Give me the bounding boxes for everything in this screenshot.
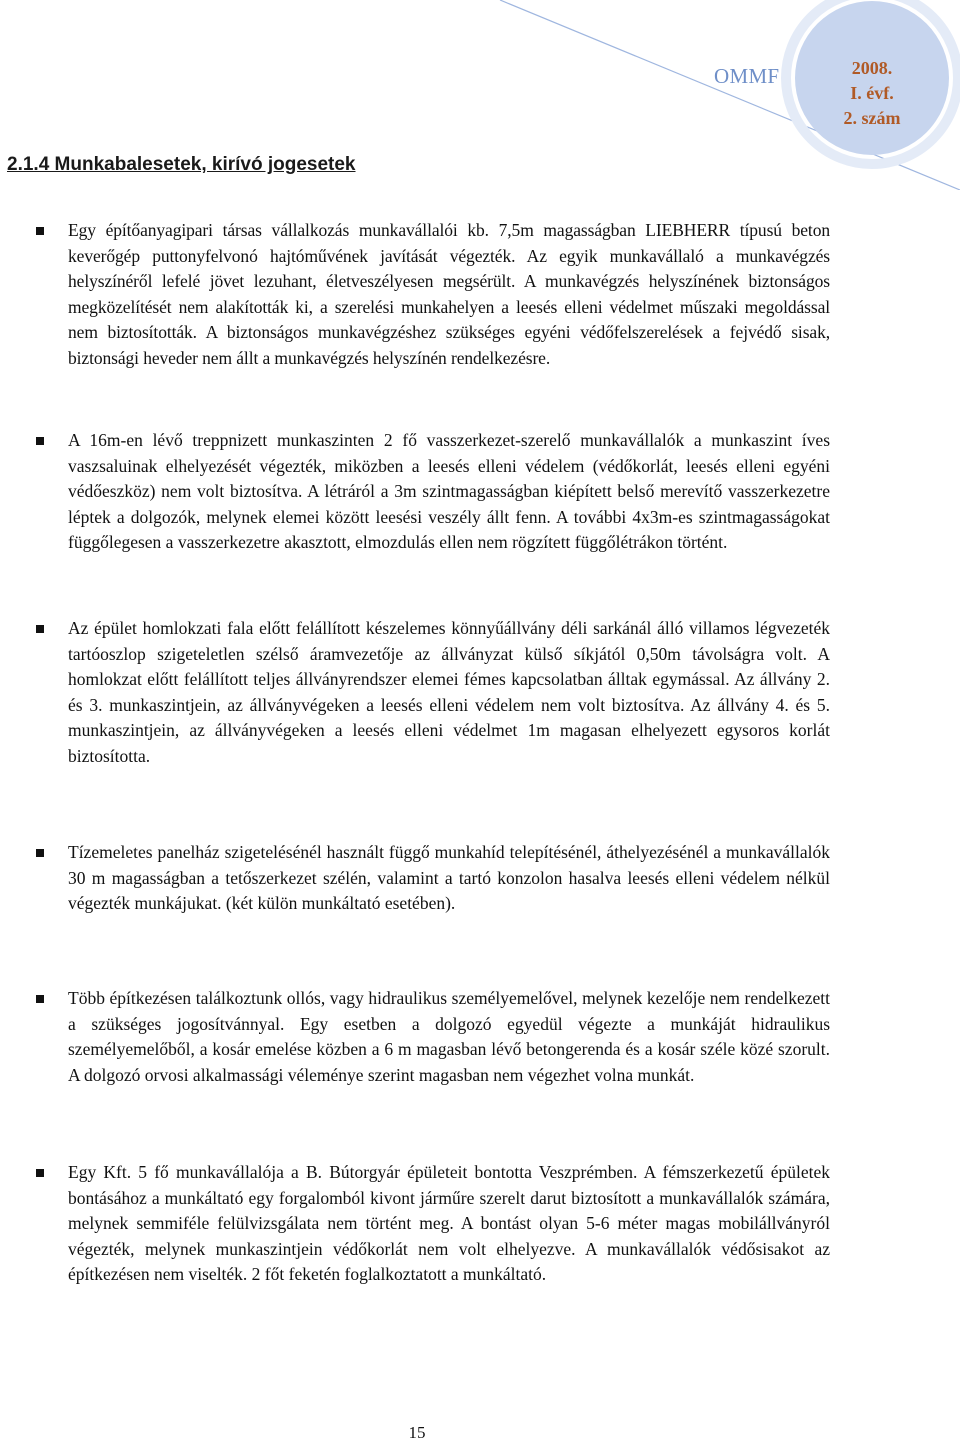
list-item-text: Több építkezésen találkoztunk ollós, vagy hidraulikus személyemelővel, melynek kezelője nem rendelkezett a szükséges jogosítvánnyal. Egy esetben a dolgozó egyedül végezte a munkáját hidraulikus személyemelőből, a kosár emelése közben a 6 m magasban lévő betongerenda és a kosár széle közé szorult. A dolgozó orvosi alkalmassági véleménye szerint magasban nem végezhet volna munkát. — [68, 988, 830, 1085]
bullet-icon — [36, 1169, 44, 1177]
bullet-icon — [36, 437, 44, 445]
list-item-text: Tízemeletes panelház szigetelésénél használt függő munkahíd telepítésénél, áthelyezésénél a munkavállalók 30 m magasságban a tetőszerkezet szélén, valamint a tartó konzolon hasalva leesés elleni védelem nélkül végezték munkájukat. (két külön munkáltató esetében). — [68, 842, 830, 913]
list-item-text: A 16m-en lévő treppnizett munkaszinten 2 fő vasszerkezet-szerelő munkavállalók a munkaszint íves vaszsaluinak elhelyezését végezték, miközben a leesés elleni védelem (védőkorlát, leesés elleni egyéni védőeszköz) nem volt biztosítva. A létráról a 3m szintmagasságban kiépített belső merevítő vasszerkezetre léptek a dolgozók, melynek elemei között leesési veszély állt fenn. A további 4x3m-es szintmagasságokat függőlegesen a vasszerkezetre akasztott, elmozdulás ellen nem rögzített függőlétrákon történt. — [68, 430, 830, 552]
list-item-text: Egy építőanyagipari társas vállalkozás munkavállalói kb. 7,5m magasságban LIEBHERR típusú beton keverőgép puttonyfelvonó hajtóművének javítását végezték. Az egyik munkavállaló a munkavégzés helyszínéről lefelé jövet lezuhant, életveszélyesen megsérült. A munkavégzés helyszínének biztonságos megközelítését nem alakították ki, a szerelési munkahelyen a leesés elleni védelmet műszaki megoldással nem biztosították. A biztonságos munkavégzéshez szükséges egyéni védőfelszerelések a fejvédő sisak, biztonsági heveder nem állt a munkavégzés helyszínén rendelkezésre. — [68, 220, 830, 368]
issue-year: 2008. — [851, 58, 893, 78]
page-number: 15 — [408, 1423, 426, 1442]
issue-number: 2. szám — [843, 108, 901, 128]
bullet-icon — [36, 849, 44, 857]
organization-label: OMMF — [714, 64, 780, 88]
bullet-icon — [36, 227, 44, 235]
issue-info — [822, 56, 922, 131]
list-item-text: Az épület homlokzati fala előtt felállított készelemes könnyűállvány déli sarkánál álló villamos légvezeték tartóoszlop szigeteletlen szélső áramvezetője az állványzat külső síkjától 0,50m távolságra volt. A homlokzat előtt felállított teljes állványrendszer elemei fémes kapcsolatban álltak egymással. Az állvány 2. és 3. munkaszintjein, az állványvégeken a leesés elleni védelem nem volt biztosítva. Az állvány 4. és 5. munkaszintjein, az állványvégeken a leesés elleni védelmet 1m magasan elhelyezett egysoros korlát biztosította. — [68, 618, 830, 766]
list-item-text: Egy Kft. 5 fő munkavállalója a B. Bútorgyár épületeit bontotta Veszprémben. A fémszerkezetű épületek bontásához a munkáltató egy forgalomból kivont járműre szerelt darut biztosított a munkavállalók számára, melynek semmiféle felülvizsgálata nem történt meg. A bontást olyan 5-6 méter magas mobilállványról végezték, melynek munkaszintjein védőkorlát nem volt elhelyezve. A munkavállalók védősisakot az építkezésen nem viselték. 2 főt feketén foglalkoztatott a munkáltató. — [68, 1162, 830, 1284]
section-title: 2.1.4 Munkabalesetek, kirívó jogesetek — [7, 154, 356, 175]
bullet-icon — [36, 625, 44, 633]
bullet-icon — [36, 995, 44, 1003]
issue-volume: I. évf. — [850, 83, 894, 103]
